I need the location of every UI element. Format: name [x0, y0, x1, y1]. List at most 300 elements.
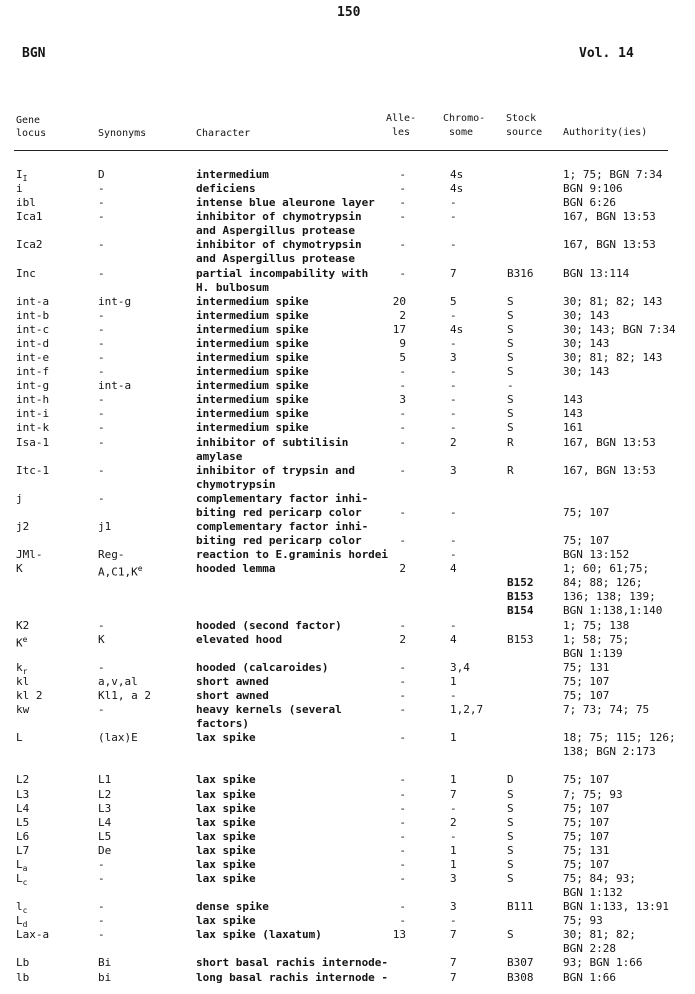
synonym: - [98, 857, 105, 871]
authority-text: 136; 138; 139; [563, 590, 656, 604]
character-text: biting red pericarp color [196, 505, 362, 519]
synonym: - [98, 618, 105, 632]
character-text: complementary factor inhi- [196, 520, 369, 533]
alleles-value: - [399, 421, 406, 435]
authority-text: 75; 107 [563, 801, 610, 815]
synonym: - [98, 900, 105, 914]
synonym: - [98, 872, 105, 885]
authority-text: BGN 6:26 [563, 196, 616, 210]
character-text: intermedium spike [196, 336, 309, 350]
alleles-value: 17 [392, 322, 406, 336]
stock-source: S [507, 857, 514, 871]
alleles-value: - [399, 618, 406, 632]
gene-locus: JMl- [16, 548, 43, 562]
synonym: int-g [98, 294, 132, 308]
character-text: elevated hood [196, 632, 283, 646]
alleles-value: - [399, 801, 406, 815]
synonym: - [98, 266, 105, 280]
gene-locus: $L_c$ [16, 872, 28, 888]
gene-locus: lb [16, 970, 30, 984]
chromosome-value: 1 [450, 773, 457, 787]
authority-text: 167, BGN 13:53 [563, 435, 656, 449]
synonym: - [98, 196, 105, 210]
character-text: intermedium [196, 168, 269, 181]
character-text: intermedium spike [196, 379, 309, 393]
alleles-value: - [399, 674, 406, 688]
authority-text: 138; BGN 2:173 [563, 745, 656, 759]
alleles-value: - [399, 660, 406, 674]
chromosome-value: 1 [450, 857, 457, 871]
character-text: intermedium spike [196, 351, 309, 365]
gene-locus: $L_d$ [16, 914, 28, 930]
chromosome-value: 2 [450, 435, 457, 449]
character-text: inhibitor of chymotrypsin [196, 238, 362, 252]
authority-text: 30; 81; 82; 143 [563, 351, 663, 365]
gene-locus: Lb [16, 956, 30, 970]
character-text: lax spike (laxatum) [196, 928, 322, 942]
alleles-value: - [399, 534, 406, 548]
alleles-value: - [399, 168, 406, 181]
gene-locus: int-c [16, 322, 50, 336]
character-text: short awned [196, 688, 269, 702]
chromosome-value: - [450, 379, 457, 393]
authority-text: 75; 93 [563, 914, 603, 928]
character-text: lax spike [196, 801, 256, 815]
synonym: L2 [98, 787, 112, 801]
synonym: - [98, 914, 105, 928]
character-text: reaction to E.graminis hordei [196, 548, 389, 562]
character-text: short awned [196, 674, 269, 688]
alleles-value: - [399, 703, 406, 717]
character-text: and Aspergillus protease [196, 252, 355, 266]
synonym: L5 [98, 829, 112, 843]
stock-source: B153 [507, 590, 534, 604]
gene-locus: $k_r$ [16, 660, 28, 676]
chromosome-value: 2 [450, 815, 457, 829]
chromosome-value: - [450, 914, 457, 928]
gene-locus: $L_a$ [16, 857, 28, 874]
col-header-locus-2: locus [16, 128, 47, 139]
gene-locus: L2 [16, 773, 30, 787]
character-text: intermedium spike [196, 322, 309, 336]
alleles-value: - [399, 829, 406, 843]
col-header-stock-1: Stock [506, 113, 537, 124]
character-text: inhibitor of trypsin and [196, 463, 355, 477]
gene-locus: L3 [16, 787, 30, 801]
gene-locus: int-a [16, 294, 50, 308]
gene-locus: ibl [16, 196, 36, 210]
authority-text: 143 [563, 407, 583, 421]
gene-locus: Ica1 [16, 210, 43, 224]
stock-source: S [507, 872, 514, 885]
synonym: (lax)E [98, 731, 138, 745]
character-text: chymotrypsin [196, 477, 276, 491]
gene-locus: int-h [16, 393, 50, 407]
stock-source: S [507, 815, 514, 829]
alleles-value: - [399, 238, 406, 252]
stock-source: S [507, 421, 514, 435]
gene-locus: K2 [16, 618, 30, 632]
stock-source: S [507, 843, 514, 857]
authority-text: BGN 9:106 [563, 182, 623, 196]
gene-locus: int-b [16, 308, 50, 322]
chromosome-value: - [450, 801, 457, 815]
authority-text: 75; 107 [563, 688, 610, 702]
character-text: lax spike [196, 773, 256, 787]
alleles-value: - [399, 787, 406, 801]
stock-source: B316 [507, 266, 534, 280]
authority-text: 167, BGN 13:53 [563, 463, 656, 477]
authority-text: 167, BGN 13:53 [563, 238, 656, 252]
character-text: intense blue aleurone layer [196, 196, 375, 210]
gene-locus: L [16, 731, 23, 745]
alleles-value: - [399, 379, 406, 393]
character-text: intermedium spike [196, 407, 309, 421]
stock-source: B153 [507, 632, 534, 646]
gene-locus: int-e [16, 351, 50, 365]
alleles-value: 20 [392, 294, 406, 308]
synonym: - [98, 421, 105, 435]
character-text: intermedium spike [196, 393, 309, 407]
character-text: complementary factor inhi- [196, 491, 369, 505]
synonym: L1 [98, 773, 112, 787]
chromosome-value: 4s [450, 168, 464, 181]
character-text: H. bulbosum [196, 280, 269, 294]
stock-source: R [507, 435, 514, 449]
alleles-value: 2 [399, 562, 406, 576]
chromosome-value: 1 [450, 731, 457, 745]
authority-text: 75; 131 [563, 660, 610, 674]
alleles-value: 2 [399, 308, 406, 322]
chromosome-value: 4 [450, 632, 457, 646]
alleles-value: - [399, 196, 406, 210]
character-text: intermedium spike [196, 294, 309, 308]
synonym: L3 [98, 801, 112, 815]
synonym: - [98, 238, 105, 252]
col-header-chromosome-2: some [449, 127, 474, 138]
character-text: lax spike [196, 857, 256, 871]
alleles-value: - [399, 365, 406, 379]
alleles-value: - [399, 843, 406, 857]
character-text: hooded lemma [196, 562, 276, 576]
authority-text: 161 [563, 421, 583, 435]
authority-text: BGN 2:28 [563, 942, 616, 956]
chromosome-value: - [450, 688, 457, 702]
character-text: deficiens [196, 182, 256, 196]
alleles-value: 9 [399, 336, 406, 350]
chromosome-value: 3,4 [450, 660, 470, 674]
authority-text: BGN 13:114 [563, 266, 630, 280]
alleles-value: - [399, 407, 406, 421]
stock-source: S [507, 393, 514, 407]
stock-source: S [507, 351, 514, 365]
synonym: D [98, 168, 105, 181]
synonym: K [98, 632, 105, 646]
gene-locus: int-i [16, 407, 50, 421]
chromosome-value: 7 [450, 970, 457, 984]
col-header-character: Character [196, 128, 251, 139]
alleles-value: - [399, 182, 406, 196]
authority-text: BGN 1:66 [563, 970, 616, 984]
authority-text: BGN 1:133, 13:91 [563, 900, 669, 914]
character-text: inhibitor of chymotrypsin [196, 210, 362, 224]
stock-source: S [507, 928, 514, 942]
character-text: intermedium spike [196, 365, 309, 379]
chromosome-value: 4s [450, 182, 464, 196]
authority-text: 75; 84; 93; [563, 872, 636, 885]
col-header-chromosome-1: Chromo- [443, 113, 486, 124]
synonym: L4 [98, 815, 112, 829]
authority-text: 84; 88; 126; [563, 576, 643, 590]
gene-locus: int-d [16, 336, 50, 350]
authority-text: BGN 1:139 [563, 646, 623, 660]
stock-source: S [507, 336, 514, 350]
chromosome-value: 3 [450, 872, 457, 885]
character-text: amylase [196, 449, 243, 463]
synonym: a,v,al [98, 674, 138, 688]
gene-locus: Lax-a [16, 928, 50, 942]
chromosome-value: - [450, 829, 457, 843]
stock-source: R [507, 463, 514, 477]
chromosome-value: 7 [450, 956, 457, 970]
authority-text: 1; 75; 138 [563, 618, 630, 632]
gene-locus: kl 2 [16, 688, 43, 702]
stock-source: S [507, 294, 514, 308]
synonym: - [98, 210, 105, 224]
gene-locus: Itc-1 [16, 463, 50, 477]
gene-locus: j2 [16, 520, 30, 533]
synonym: - [98, 351, 105, 365]
chromosome-value: - [450, 238, 457, 252]
alleles-value: - [399, 900, 406, 914]
synonym: bi [98, 970, 112, 984]
stock-source: S [507, 308, 514, 322]
alleles-value: - [399, 463, 406, 477]
chromosome-value: - [450, 548, 457, 562]
gene-locus: Isa-1 [16, 435, 50, 449]
gene-locus: int-k [16, 421, 50, 435]
character-text: inhibitor of subtilisin [196, 435, 349, 449]
character-text: intermedium spike [196, 421, 309, 435]
page-number: 150 [337, 5, 361, 20]
gene-locus: K [16, 562, 23, 576]
synonym: - [98, 365, 105, 379]
chromosome-value: - [450, 365, 457, 379]
running-header-right: Vol. 14 [579, 46, 634, 61]
character-text: dense spike [196, 900, 269, 914]
alleles-value: - [399, 857, 406, 871]
character-text: lax spike [196, 787, 256, 801]
alleles-value: - [399, 731, 406, 745]
character-text: factors) [196, 717, 249, 731]
col-header-locus-1: Gene [16, 115, 41, 126]
authority-text: BGN 13:152 [563, 548, 630, 562]
character-text: and Aspergillus protease [196, 224, 355, 238]
gene-locus: L4 [16, 801, 30, 815]
gene-locus: $K^e$ [16, 634, 28, 650]
chromosome-value: 7 [450, 787, 457, 801]
synonym: j1 [98, 520, 112, 533]
chromosome-value: - [450, 618, 457, 632]
gene-locus: $I_I$ [16, 168, 28, 184]
synonym: - [98, 660, 105, 674]
synonym: - [98, 703, 105, 717]
character-text: heavy kernels (several [196, 703, 342, 717]
character-text: biting red pericarp color [196, 534, 362, 548]
chromosome-value: 3 [450, 463, 457, 477]
col-header-authority: Authority(ies) [563, 127, 648, 138]
character-text: lax spike [196, 815, 256, 829]
authority-text: 93; BGN 1:66 [563, 956, 643, 970]
authority-text: 167, BGN 13:53 [563, 210, 656, 224]
authority-text: 30; 81; 82; [563, 928, 636, 942]
chromosome-value: 7 [450, 266, 457, 280]
chromosome-value: - [450, 421, 457, 435]
stock-source: S [507, 829, 514, 843]
authority-text: 18; 75; 115; 126; [563, 731, 676, 745]
alleles-value: 13 [392, 928, 406, 942]
chromosome-value: 3 [450, 900, 457, 914]
authority-text: 30; 143 [563, 308, 610, 322]
gene-locus: Ica2 [16, 238, 43, 252]
alleles-value: 2 [399, 632, 406, 646]
chromosome-value: 4s [450, 322, 464, 336]
stock-source: S [507, 801, 514, 815]
stock-source: S [507, 407, 514, 421]
authority-text: 75; 107 [563, 534, 610, 548]
stock-source: S [507, 365, 514, 379]
gene-locus: kw [16, 703, 30, 717]
authority-text: 7; 75; 93 [563, 787, 623, 801]
stock-source: S [507, 322, 514, 336]
chromosome-value: - [450, 393, 457, 407]
alleles-value: - [399, 688, 406, 702]
synonym: - [98, 491, 105, 505]
authority-text: 143 [563, 393, 583, 407]
chromosome-value: 7 [450, 928, 457, 942]
character-text: lax spike [196, 914, 256, 928]
col-header-synonyms: Synonyms [98, 128, 147, 139]
authority-text: BGN 1:132 [563, 886, 623, 900]
authority-text: 30; 81; 82; 143 [563, 294, 663, 308]
synonym: - [98, 435, 105, 449]
stock-source: S [507, 787, 514, 801]
character-text: lax spike [196, 843, 256, 857]
alleles-value: - [399, 773, 406, 787]
gene-locus: int-g [16, 379, 50, 393]
synonym: Kl1, a 2 [98, 688, 151, 702]
synonym: - [98, 407, 105, 421]
chromosome-value: 3 [450, 351, 457, 365]
alleles-value: 5 [399, 351, 406, 365]
col-header-alleles-2: les [392, 127, 411, 138]
character-text: long basal rachis internode - [196, 970, 389, 984]
stock-source: B111 [507, 900, 534, 914]
synonym: - [98, 308, 105, 322]
synonym: De [98, 843, 112, 857]
stock-source: B154 [507, 604, 534, 618]
synonym: int-a [98, 379, 132, 393]
alleles-value: - [399, 872, 406, 885]
character-text: hooded (calcaroides) [196, 660, 329, 674]
authority-text: 75; 107 [563, 857, 610, 871]
synonym: - [98, 182, 105, 196]
gene-locus: $l_c$ [16, 900, 28, 916]
authority-text: 1; 58; 75; [563, 632, 630, 646]
col-header-stock-2: source [506, 127, 543, 138]
stock-source: B307 [507, 956, 534, 970]
gene-locus: j [16, 491, 23, 505]
authority-text: BGN 1:138,1:140 [563, 604, 663, 618]
chromosome-value: - [450, 210, 457, 224]
stock-source: B308 [507, 970, 534, 984]
synonym: - [98, 336, 105, 350]
authority-text: 75; 107 [563, 505, 610, 519]
col-header-alleles-1: Alle- [386, 113, 417, 124]
synonym: - [98, 463, 105, 477]
alleles-value: - [399, 914, 406, 928]
stock-source: D [507, 773, 514, 787]
chromosome-value: - [450, 505, 457, 519]
alleles-value: - [399, 435, 406, 449]
alleles-value: - [399, 815, 406, 829]
stock-source: B152 [507, 576, 534, 590]
authority-text: 75; 131 [563, 843, 610, 857]
alleles-value: 3 [399, 393, 406, 407]
chromosome-value: 4 [450, 562, 457, 576]
synonym: - [98, 393, 105, 407]
authority-text: 1; 75; BGN 7:34 [563, 168, 663, 181]
character-text: partial incompability with [196, 266, 369, 280]
chromosome-value: - [450, 534, 457, 548]
alleles-value: - [399, 266, 406, 280]
gene-locus: Inc [16, 266, 36, 280]
chromosome-value: 5 [450, 294, 457, 308]
alleles-value: - [399, 210, 406, 224]
chromosome-value: 1,2,7 [450, 703, 484, 717]
gene-locus: i [16, 182, 23, 196]
chromosome-value: - [450, 196, 457, 210]
chromosome-value: - [450, 336, 457, 350]
gene-locus: L6 [16, 829, 30, 843]
gene-locus: L7 [16, 843, 30, 857]
authority-text: 75; 107 [563, 674, 610, 688]
character-text: hooded (second factor) [196, 618, 342, 632]
authority-text: 7; 73; 74; 75 [563, 703, 650, 717]
authority-text: 1; 60; 61;75; [563, 562, 650, 576]
chromosome-value: - [450, 308, 457, 322]
character-text: lax spike [196, 731, 256, 745]
synonym: - [98, 928, 105, 942]
synonym: - [98, 322, 105, 336]
running-header-left: BGN [22, 46, 46, 61]
gene-locus: L5 [16, 815, 30, 829]
character-text: intermedium spike [196, 308, 309, 322]
gene-locus: int-f [16, 365, 50, 379]
header-rule [14, 150, 668, 151]
chromosome-value: 1 [450, 674, 457, 688]
authority-text: 75; 107 [563, 773, 610, 787]
chromosome-value: 1 [450, 843, 457, 857]
authority-text: 75; 107 [563, 829, 610, 843]
authority-text: 75; 107 [563, 815, 610, 829]
synonym: $A,C1,K^e$ [98, 564, 143, 579]
synonym: Bi [98, 956, 112, 970]
character-text: lax spike [196, 872, 256, 885]
synonym: Reg- [98, 548, 125, 562]
authority-text: 30; 143 [563, 336, 610, 350]
authority-text: 30; 143 [563, 365, 610, 379]
